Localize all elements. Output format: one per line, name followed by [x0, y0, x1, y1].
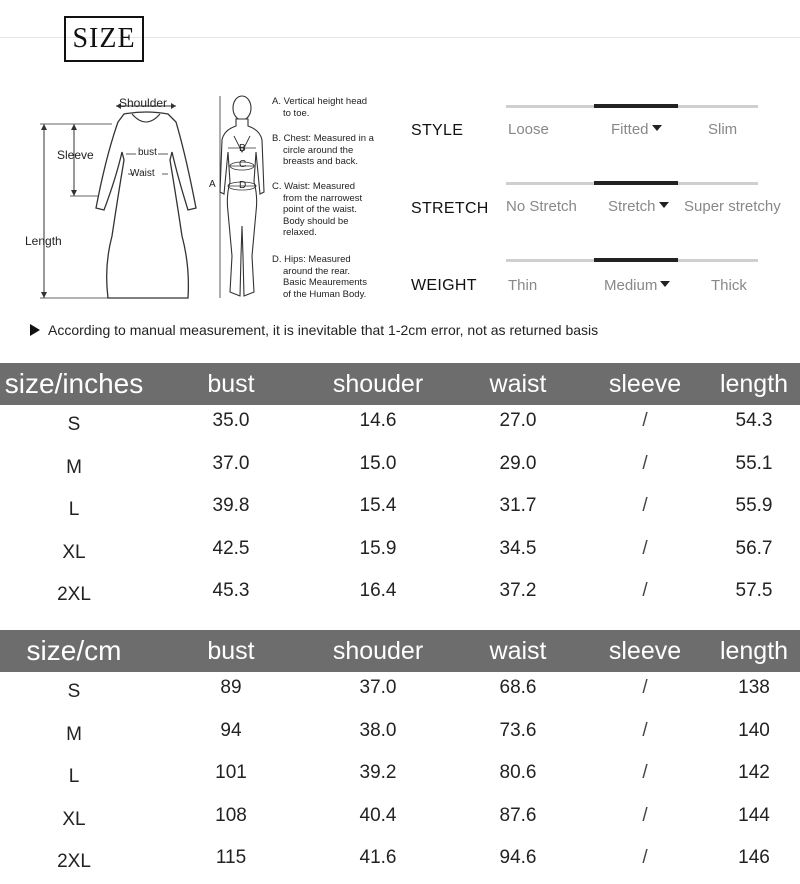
- cell-length: 54.3: [735, 410, 773, 431]
- note-c: C. Waist: Measured from the narrowest point of the waist. Body should be relaxed.: [272, 181, 363, 238]
- cell-length: 146: [738, 847, 770, 868]
- cell-bust: 94: [220, 719, 242, 741]
- cell-sleeve: /: [642, 804, 648, 826]
- style-bar-active: [594, 104, 678, 108]
- cell-waist: 31.7: [499, 495, 537, 516]
- note-a: A. Vertical height head to toe.: [272, 96, 368, 119]
- weight-option-thin: Thin: [508, 277, 538, 294]
- note-d: D. Hips: Measured around the rear. Basic Meaurements of the Human Body.: [272, 254, 367, 300]
- cm-table-header: [0, 630, 800, 672]
- cell-sleeve: /: [642, 762, 648, 783]
- shoulder-label: Shoulder: [119, 96, 168, 110]
- cell-sleeve: /: [642, 410, 648, 431]
- sleeve-label: Sleeve: [57, 148, 94, 162]
- cell-size: M: [66, 456, 82, 478]
- bust-label: bust: [138, 147, 157, 158]
- cell-shoulder: 40.4: [359, 804, 397, 826]
- style-option-loose: Loose: [508, 121, 549, 138]
- cell-length: 138: [738, 677, 770, 698]
- waist-label: Waist: [130, 168, 155, 179]
- cell-shoulder: 38.0: [359, 719, 397, 741]
- cell-length: 57.5: [735, 580, 773, 601]
- cell-sleeve: /: [642, 719, 648, 741]
- cell-length: 144: [738, 804, 770, 826]
- col-length: length: [719, 370, 789, 398]
- length-label: Length: [25, 234, 62, 248]
- cell-size: L: [68, 766, 80, 787]
- note-b: B. Chest: Measured in a circle around the breasts and back.: [272, 133, 374, 167]
- style-option-slim: Slim: [708, 121, 738, 138]
- cell-bust: 115: [215, 847, 247, 868]
- col-sleeve: sleeve: [608, 370, 682, 398]
- cell-waist: 34.5: [499, 537, 537, 559]
- cell-waist: 80.6: [499, 762, 537, 783]
- cell-shoulder: 15.9: [359, 537, 397, 559]
- cell-waist: 73.6: [499, 719, 537, 741]
- col-bust: bust: [207, 370, 255, 398]
- col-size: size/cm: [26, 635, 122, 666]
- cell-length: 140: [738, 719, 770, 741]
- cell-sleeve: /: [642, 847, 648, 868]
- cell-bust: 37.0: [212, 452, 250, 474]
- cell-sleeve: /: [642, 580, 648, 601]
- style-label: STYLE: [411, 122, 464, 139]
- body-letter-b: B: [239, 143, 246, 154]
- stretch-bar-active: [594, 181, 678, 185]
- cell-sleeve: /: [642, 495, 648, 516]
- cell-length: 55.9: [735, 495, 773, 516]
- inches-table-header: [0, 363, 800, 405]
- cell-bust: 101: [215, 762, 247, 783]
- col-length: length: [719, 637, 789, 665]
- col-bust: bust: [207, 637, 255, 665]
- cell-shoulder: 15.4: [359, 495, 397, 516]
- stretch-option-none: No Stretch: [506, 198, 577, 215]
- cell-waist: 94.6: [499, 847, 537, 868]
- col-shoulder: shouder: [332, 637, 424, 665]
- cell-length: 142: [738, 762, 770, 783]
- cell-bust: 45.3: [212, 580, 250, 601]
- cell-shoulder: 37.0: [359, 677, 397, 698]
- cell-waist: 27.0: [499, 410, 537, 431]
- weight-bar: [506, 259, 758, 262]
- col-size: size/inches: [4, 368, 144, 399]
- body-letter-c: C: [239, 159, 247, 170]
- cell-size: S: [67, 681, 81, 702]
- cell-bust: 108: [215, 804, 247, 826]
- cell-sleeve: /: [642, 677, 648, 698]
- cell-size: S: [67, 414, 81, 435]
- disclaimer: According to manual measurement, it is inevitable that 1-2cm error, not as returned basis: [30, 322, 598, 338]
- weight-label: WEIGHT: [411, 277, 477, 294]
- stretch-label: STRETCH: [411, 200, 489, 217]
- measurement-diagram: [0, 86, 400, 316]
- cell-bust: 42.5: [212, 537, 250, 559]
- cell-shoulder: 39.2: [359, 762, 397, 783]
- body-letter-d: D: [239, 180, 247, 191]
- cell-shoulder: 15.0: [359, 452, 397, 474]
- cell-waist: 68.6: [499, 677, 537, 698]
- col-waist: waist: [489, 637, 547, 665]
- cell-size: 2XL: [57, 851, 91, 872]
- caret-down-icon: [660, 281, 670, 287]
- cell-size: M: [66, 723, 82, 745]
- cell-length: 56.7: [735, 537, 773, 559]
- cell-size: L: [68, 499, 80, 520]
- style-option-fitted: Fitted: [611, 121, 662, 138]
- cell-sleeve: /: [642, 537, 648, 559]
- col-sleeve: sleeve: [608, 637, 682, 665]
- weight-bar-active: [594, 258, 678, 262]
- col-waist: waist: [489, 370, 547, 398]
- caret-down-icon: [659, 202, 669, 208]
- style-bar: [506, 105, 758, 108]
- weight-option-thick: Thick: [711, 277, 747, 294]
- triangle-right-icon: [30, 324, 40, 336]
- cell-length: 55.1: [735, 452, 773, 474]
- cell-sleeve: /: [642, 452, 648, 474]
- cell-bust: 89: [220, 677, 242, 698]
- stretch-bar: [506, 182, 758, 185]
- cell-bust: 35.0: [212, 410, 250, 431]
- cell-waist: 29.0: [499, 452, 537, 474]
- cell-bust: 39.8: [212, 495, 250, 516]
- cell-size: 2XL: [57, 584, 91, 605]
- cell-shoulder: 16.4: [359, 580, 397, 601]
- size-title: SIZE: [64, 16, 144, 62]
- stretch-option-super: Super stretchy: [684, 198, 781, 215]
- cell-waist: 37.2: [499, 580, 537, 601]
- cell-shoulder: 41.6: [359, 847, 397, 868]
- cell-waist: 87.6: [499, 804, 537, 826]
- caret-down-icon: [652, 125, 662, 131]
- cell-size: XL: [62, 541, 86, 563]
- weight-option-medium: Medium: [604, 277, 670, 294]
- cell-size: XL: [62, 808, 86, 830]
- cell-shoulder: 14.6: [359, 410, 397, 431]
- stretch-option-stretch: Stretch: [608, 198, 669, 215]
- body-letter-a: A: [209, 179, 216, 190]
- col-shoulder: shouder: [332, 370, 424, 398]
